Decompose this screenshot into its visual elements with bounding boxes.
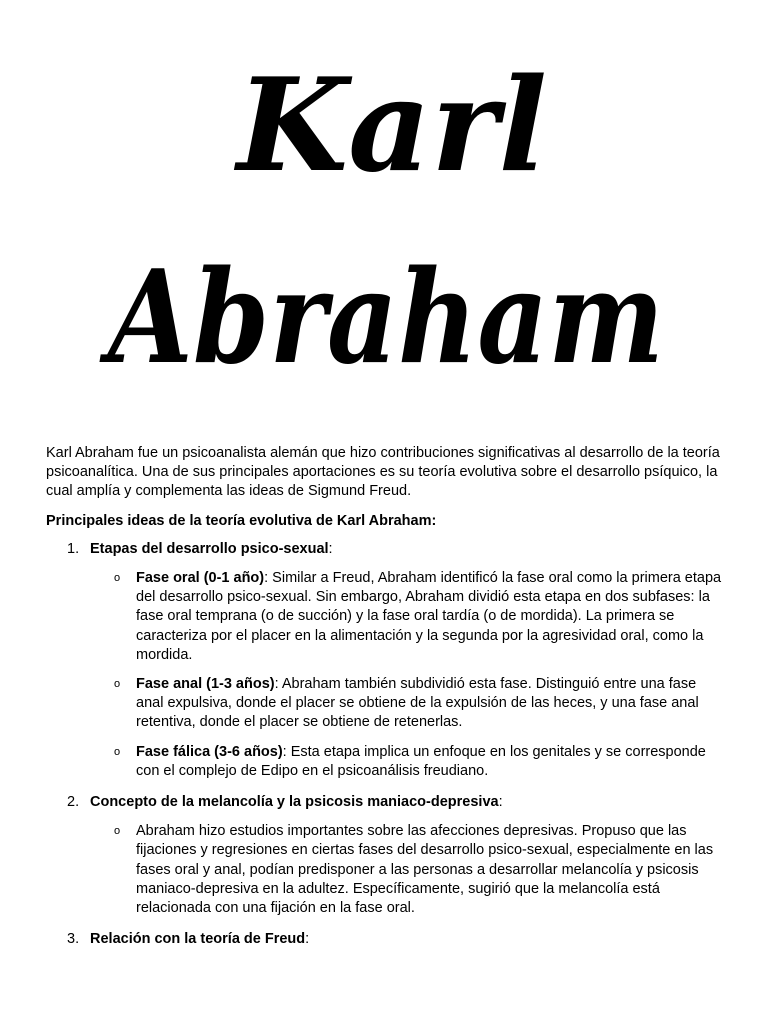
bullet-circle-icon: o	[114, 745, 121, 758]
intro-paragraph: Karl Abraham fue un psicoanalista alemán que hizo contribuciones significativas al desarrollo de la teoría psicoanalítica. Una de sus principales aportaciones es su teoría evolutiva sobre el desarrollo psíquico, la cual amplía y complementa las ideas de Sigmund Freud.	[46, 445, 720, 500]
bullet-list	[90, 822, 724, 918]
item-title-suffix: :	[498, 794, 503, 811]
bullet-circle-icon: o	[114, 825, 121, 838]
numbered-item-2	[46, 793, 724, 918]
document-title	[0, 0, 768, 430]
title-line-2: Abraham	[99, 243, 665, 393]
item-title	[90, 930, 724, 949]
section-heading: Principales ideas de la teoría evolutiva de Karl Abraham:	[46, 512, 437, 529]
item-title-suffix: :	[305, 931, 310, 948]
bullet-label: Fase fálica (3-6 años)	[136, 743, 283, 760]
item-title	[90, 540, 724, 559]
bullet-text: : Esta etapa implica un enfoque en los genitales y se corresponde con el complejo de Edipo en el psicoanálisis freudiano.	[136, 743, 706, 779]
item-number: 3.	[67, 931, 80, 948]
bullet-label: Fase oral (0-1 año)	[136, 570, 265, 587]
item-title-text: Etapas del desarrollo psico-sexual	[90, 540, 329, 557]
numbered-item-3	[46, 930, 724, 949]
bullet-item	[90, 675, 724, 733]
item-title-suffix: :	[328, 540, 333, 557]
item-title-text: Concepto de la melancolía y la psicosis maniaco-depresiva	[90, 794, 499, 811]
bullet-text: Abraham hizo estudios importantes sobre las afecciones depresivas. Propuso que las fijaciones y regresiones en ciertas fases del desarrollo psico-sexual, especialmente en las fases oral y anal, podían predisponer a las personas a desarrollar melancolía y psicosis maniaco-depresiva en la adultez. Específicamente, sugirió que la melancolía está relacionada con una fijación en la fase oral.	[136, 823, 714, 917]
bullet-label: Fase anal (1-3 años)	[136, 676, 275, 693]
bullet-list	[90, 569, 724, 781]
item-number: 2.	[67, 794, 80, 811]
bullet-circle-icon: o	[114, 678, 121, 691]
bullet-circle-icon: o	[114, 572, 121, 585]
bullet-text: : Abraham también subdividió esta fase. Distinguió entre una fase anal expulsiva, donde el placer se obtiene de la expulsión de las heces, y una fase anal retentiva, donde el placer se obtiene de retenerlas.	[136, 676, 699, 731]
bullet-text: : Similar a Freud, Abraham identificó la fase oral como la primera etapa del desarrollo psico-sexual. Sin embargo, Abraham dividió esta etapa en dos subfases: la fase oral temprana (o de succión) y la fase oral tardía (o de mordida). La primera se caracteriza por el placer en la alimentación y la segunda por la agresividad oral, como la mordida.	[136, 570, 722, 663]
item-title	[90, 793, 724, 812]
title-line-1: Karl	[236, 51, 548, 201]
numbered-item-1	[46, 540, 724, 781]
item-number: 1.	[67, 540, 80, 557]
bullet-item	[90, 822, 724, 918]
item-title-text: Relación con la teoría de Freud	[90, 931, 306, 948]
bullet-item	[90, 743, 724, 781]
bullet-item	[90, 569, 724, 665]
document-body	[46, 444, 724, 961]
